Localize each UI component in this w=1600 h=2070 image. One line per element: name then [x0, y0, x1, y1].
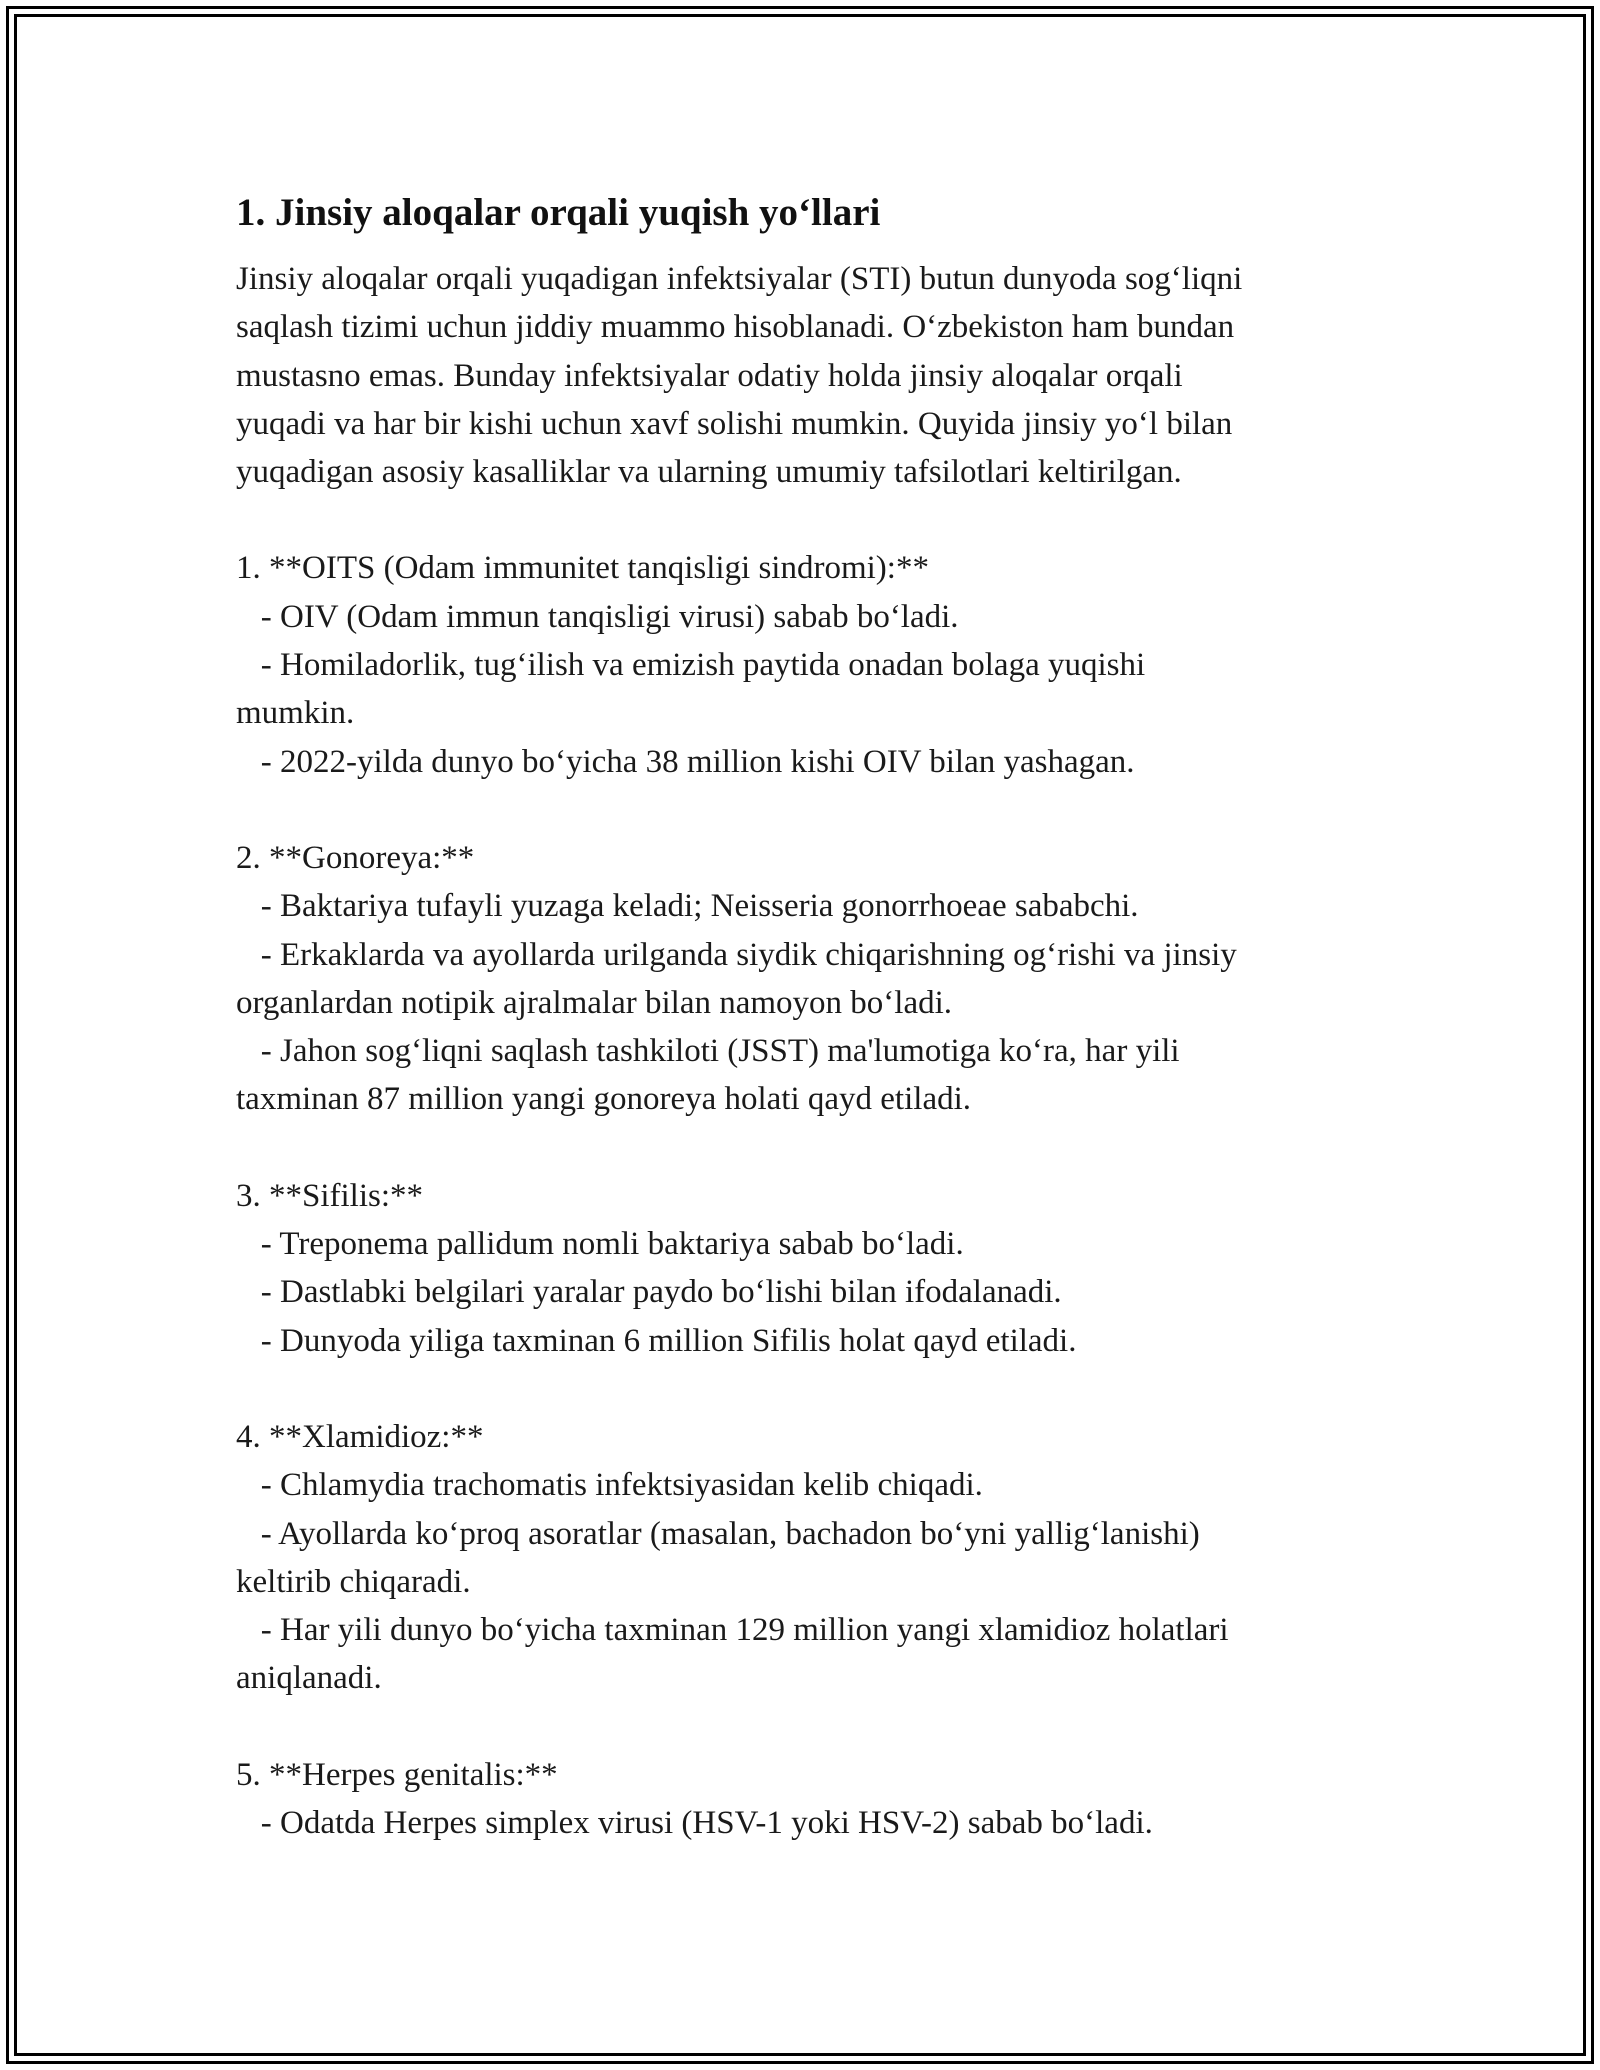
section-title: 5. **Herpes genitalis:**	[236, 1756, 558, 1793]
section-bullet: - Dastlabki belgilari yaralar paydo bo‘lishi bilan ifodalanadi.	[236, 1274, 1062, 1311]
section-bullet: - Odatda Herpes simplex virusi (HSV-1 yoki HSV-2) sabab bo‘ladi.	[236, 1805, 1153, 1842]
disease-section-gonoreya	[236, 834, 1376, 1124]
section-title: 1. **OITS (Odam immunitet tanqisligi sindromi):**	[236, 550, 929, 587]
section-bullet: - Treponema pallidum nomli baktariya sabab bo‘ladi.	[236, 1226, 964, 1263]
disease-section-xlamidioz	[236, 1413, 1376, 1703]
section-title: 4. **Xlamidioz:**	[236, 1418, 484, 1455]
disease-list	[236, 544, 1376, 1847]
document-page	[236, 185, 1376, 1895]
section-bullet: - Har yili dunyo bo‘yicha taxminan 129 million yangi xlamidioz holatlari aniqlanadi.	[236, 1612, 1229, 1697]
section-title: 2. **Gonoreya:**	[236, 839, 475, 876]
intro-paragraph: Jinsiy aloqalar orqali yuqadigan infektsiyalar (STI) butun dunyoda sog‘liqni saqlash tizimi uchun jiddiy muammo hisoblanadi. O‘zbekiston ham bundan mustasno emas. Bunday infektsiyalar odatiy holda jinsiy aloqalar orqali yuqadi va har bir kishi uchun xavf solishi mumkin. Quyida jinsiy yo‘l bilan yuqadigan asosiy kasalliklar va ularning umumiy tafsilotlari keltirilgan.	[236, 261, 1243, 491]
disease-section-sifilis	[236, 1172, 1376, 1365]
section-bullet: - 2022-yilda dunyo bo‘yicha 38 million kishi OIV bilan yashagan.	[236, 743, 1135, 780]
section-bullet: - Homiladorlik, tug‘ilish va emizish paytida onadan bolaga yuqishi mumkin.	[236, 647, 1146, 732]
section-bullet: - OIV (Odam immun tanqisligi virusi) sabab bo‘ladi.	[236, 598, 959, 635]
section-title: 3. **Sifilis:**	[236, 1177, 424, 1214]
section-bullet: - Erkaklarda va ayollarda urilganda siydik chiqarishning og‘rishi va jinsiy organlardan notipik ajralmalar bilan namoyon bo‘ladi.	[236, 936, 1237, 1021]
disease-section-oits	[236, 544, 1376, 785]
section-bullet: - Ayollarda ko‘proq asoratlar (masalan, bachadon bo‘yni yallig‘lanishi) keltirib chiqaradi.	[236, 1515, 1200, 1600]
section-bullet: - Jahon sog‘liqni saqlash tashkiloti (JSST) ma'lumotiga ko‘ra, har yili taxminan 87 million yangi gonoreya holati qayd etiladi.	[236, 1033, 1180, 1118]
section-bullet: - Dunyoda yiliga taxminan 6 million Sifilis holat qayd etiladi.	[236, 1322, 1077, 1359]
disease-section-herpes	[236, 1751, 1376, 1848]
section-bullet: - Baktariya tufayli yuzaga keladi; Neisseria gonorrhoeae sababchi.	[236, 888, 1139, 925]
document-heading: 1. Jinsiy aloqalar orqali yuqish yo‘llari	[236, 191, 881, 234]
section-bullet: - Chlamydia trachomatis infektsiyasidan kelib chiqadi.	[236, 1467, 983, 1504]
